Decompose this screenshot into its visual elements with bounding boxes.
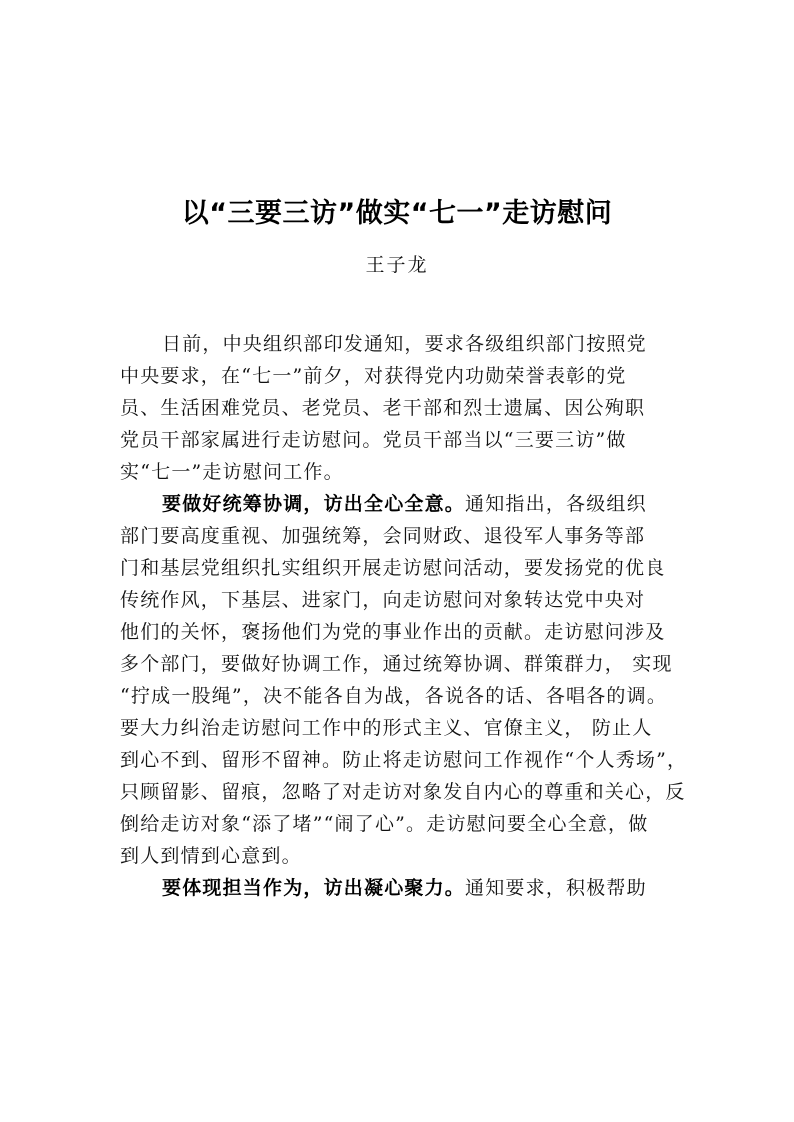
text-line: 要大力纠治走访慰问工作中的形式主义、官僚主义， 防止人 — [120, 717, 653, 739]
text-line: 要体现担当作为，访出凝心聚力。通知要求，积极帮助 — [162, 877, 647, 899]
text-line: 多个部门，要做好协调工作，通过统筹协调、群策群力， 实现 — [120, 653, 673, 675]
text-line: 到心不到、留形不留神。防止将走访慰问工作视作“个人秀场”， — [120, 749, 688, 771]
paragraph-heading: 要做好统筹协调，访出全心全意。 — [162, 493, 466, 515]
text-line: 到人到情到心意到。 — [120, 845, 302, 867]
paragraph-heading: 要体现担当作为，访出凝心聚力。 — [162, 877, 466, 899]
paragraph-1 — [120, 328, 680, 488]
text-line: 要做好统筹协调，访出全心全意。通知指出，各级组织 — [162, 493, 647, 515]
text-line: 他们的关怀，褒扬他们为党的事业作出的贡献。走访慰问涉及 — [120, 621, 666, 643]
text-line: 党员干部家属进行走访慰问。党员干部当以“三要三访”做 — [120, 429, 627, 451]
text-line: 中央要求，在“七一”前夕，对获得党内功勋荣誉表彰的党 — [120, 365, 627, 387]
text-line: 门和基层党组织扎实组织开展走访慰问活动，要发扬党的优良 — [120, 557, 666, 579]
text-line: 日前，中央组织部印发通知，要求各级组织部门按照党 — [162, 333, 647, 355]
text-line: 部门要高度重视、加强统筹，会同财政、退役军人事务等部 — [120, 525, 646, 547]
text-line: “拧成一股绳”，决不能各自为战，各说各的话、各唱各的调。 — [120, 685, 668, 707]
text-line: 传统作风，下基层、进家门，向走访慰问对象转达党中央对 — [120, 589, 646, 611]
text-line: 倒给走访对象“添了堵”“闹了心”。走访慰问要全心全意，做 — [120, 813, 649, 835]
author-name: 王子龙 — [365, 254, 429, 276]
paragraph-2 — [120, 488, 688, 872]
document-body — [120, 328, 688, 904]
paragraph-3 — [120, 872, 680, 904]
text-line: 只顾留影、留痕，忽略了对走访对象发自内心的尊重和关心，反 — [120, 781, 686, 803]
text-line: 员、生活困难党员、老党员、老干部和烈士遗属、因公殉职 — [120, 397, 646, 419]
document-title: 以“三要三访”做实“七一”走访慰问 — [181, 198, 613, 229]
text-line: 实“七一”走访慰问工作。 — [120, 461, 344, 483]
